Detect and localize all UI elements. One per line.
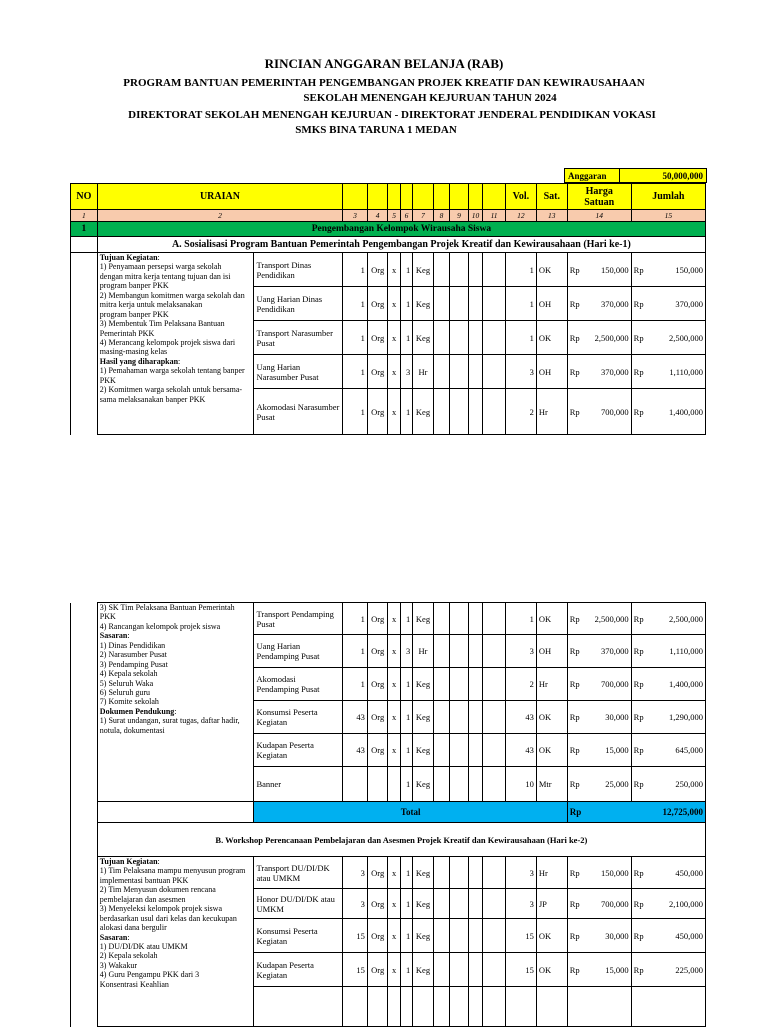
currency: Rp [569, 745, 580, 755]
col-index: 14 [567, 210, 631, 222]
unit-2: Keg [413, 321, 434, 355]
qty-1: 1 [343, 253, 368, 287]
jumlah: 1,400,000 [669, 679, 703, 689]
description-line: 5) Seluruh Waka [99, 678, 154, 688]
currency: Rp [569, 779, 580, 789]
col-sat: Sat. [536, 184, 567, 210]
col-index: 12 [505, 210, 536, 222]
description-line: 2) Kepala sekolah [99, 951, 158, 961]
volume: 43 [505, 734, 536, 767]
description-line: 1) Pemahaman warga sekolah tentang banper PKK [99, 366, 245, 385]
col-index: 5 [388, 210, 400, 222]
unit-1: Org [367, 355, 388, 389]
description-line: 4) Guru Pengampu PKK dari 3 [99, 970, 200, 980]
jumlah: 150,000 [675, 264, 703, 275]
unit-1: Org [367, 635, 388, 668]
jumlah: 225,000 [675, 964, 703, 975]
satuan: JP [536, 889, 567, 919]
volume: 10 [505, 767, 536, 802]
item-name: Transport DU/DI/DK atau UMKM [254, 857, 343, 889]
doc-title: RINCIAN ANGGARAN BELANJA (RAB) [264, 56, 504, 71]
description-line: 3) SK Tim Pelaksana Bantuan Pemerintah PKK [99, 603, 235, 622]
total-row [71, 802, 706, 823]
times-mark [388, 767, 400, 802]
currency: Rp [569, 712, 580, 722]
description-heading: Sasaran: [99, 932, 130, 942]
times-mark: x [388, 701, 400, 734]
harga-satuan: 30,000 [605, 930, 629, 941]
satuan: OH [536, 355, 567, 389]
jumlah: 1,400,000 [669, 406, 703, 417]
unit-2: Keg [413, 389, 434, 435]
satuan: OK [536, 253, 567, 287]
section-no: 1 [71, 222, 98, 237]
currency: Rp [569, 264, 580, 275]
description-line: 2) Komitmen warga sekolah untuk bersama- sama melaksanakan banper PKK [99, 385, 243, 404]
col-index: 4 [367, 210, 388, 222]
times-mark: x [388, 603, 400, 635]
col-index: 2 [97, 210, 342, 222]
jumlah: 1,110,000 [669, 646, 703, 656]
total-currency: Rp [569, 807, 582, 817]
unit-2: Keg [413, 889, 434, 919]
qty-1: 3 [343, 857, 368, 889]
section-title: Pengembangan Kelompok Wirausaha Siswa [97, 222, 705, 237]
qty-2: 3 [400, 635, 412, 668]
qty-2: 1 [400, 287, 412, 321]
description-line: 4) Merancang kelompok projek siswa dari masing-masing kelas [99, 337, 236, 357]
satuan: OK [536, 701, 567, 734]
subsection-b-title: B. Workshop Perencanaan Pembelajaran dan Asesmen Projek Kreatif dan Kewirausahaan (Hari ke-2) [97, 823, 705, 857]
times-mark: x [388, 355, 400, 389]
times-mark: x [388, 889, 400, 919]
description-line: 3) Membentuk Tim Pelaksana Bantuan Pemerintah PKK [99, 319, 225, 338]
description-line: Konsentrasi Keahlian [99, 979, 169, 989]
item-name: Akomodasi Pendamping Pusat [254, 668, 343, 701]
description-line: 4) Kepala sekolah [99, 669, 158, 679]
volume: 3 [505, 857, 536, 889]
currency: Rp [633, 406, 644, 417]
times-mark: x [388, 668, 400, 701]
satuan: OK [536, 321, 567, 355]
rab-table-page2 [70, 602, 706, 1027]
volume: 1 [505, 287, 536, 321]
anggaran-box [564, 168, 707, 183]
harga-satuan: 700,000 [601, 898, 629, 909]
description-line: 6) Seluruh guru [99, 687, 151, 697]
currency: Rp [569, 406, 580, 417]
currency: Rp [633, 712, 644, 722]
col-harga: Harga Satuan [567, 184, 631, 210]
qty-1: 15 [343, 919, 368, 953]
unit-1: Org [367, 603, 388, 635]
col-index: 9 [450, 210, 469, 222]
col-index: 1 [71, 210, 98, 222]
times-mark: x [388, 253, 400, 287]
item-name: Akomodasi Narasumber Pusat [254, 389, 343, 435]
qty-2: 3 [400, 355, 412, 389]
unit-2: Keg [413, 603, 434, 635]
description-heading: Dokumen Pendukung: [99, 706, 177, 716]
volume: 2 [505, 389, 536, 435]
jumlah: 2,500,000 [669, 613, 703, 624]
col-index: 7 [413, 210, 434, 222]
currency: Rp [569, 646, 580, 656]
times-mark: x [388, 389, 400, 435]
item-name: Kudapan Peserta Kegiatan [254, 953, 343, 987]
jumlah: 450,000 [675, 867, 703, 878]
school-level-year: SEKOLAH MENENGAH KEJURUAN TAHUN 2024 [303, 92, 557, 104]
col-uraian: URAIAN [97, 184, 342, 210]
anggaran-label: Anggaran [565, 169, 620, 183]
currency: Rp [633, 298, 644, 309]
currency: Rp [633, 613, 644, 624]
times-mark: x [388, 287, 400, 321]
currency: Rp [633, 332, 644, 343]
qty-1 [343, 767, 368, 802]
item-name: Transport Narasumber Pusat [254, 321, 343, 355]
unit-1: Org [367, 701, 388, 734]
description-line: program banper PKK [99, 309, 169, 319]
unit-2: Keg [413, 701, 434, 734]
item-row [71, 857, 706, 889]
harga-satuan: 370,000 [601, 298, 629, 309]
qty-1: 3 [343, 889, 368, 919]
satuan: OK [536, 734, 567, 767]
item-name: Banner [254, 767, 343, 802]
qty-2: 1 [400, 321, 412, 355]
qty-1: 1 [343, 668, 368, 701]
jumlah: 645,000 [675, 745, 703, 755]
description-heading: Sasaran: [99, 631, 130, 641]
qty-2: 1 [400, 953, 412, 987]
col-index: 10 [468, 210, 482, 222]
volume: 1 [505, 603, 536, 635]
item-name: Kudapan Peserta Kegiatan [254, 734, 343, 767]
unit-2: Keg [413, 287, 434, 321]
unit-2: Keg [413, 857, 434, 889]
section-row [71, 222, 706, 237]
volume: 3 [505, 635, 536, 668]
volume: 3 [505, 355, 536, 389]
description-line: 4) Rancangan kelompok projek siswa [99, 621, 221, 631]
program-title: PROGRAM BANTUAN PEMERINTAH PENGEMBANGAN PROJEK KREATIF DAN KEWIRAUSAHAAN [123, 77, 645, 89]
times-mark: x [388, 953, 400, 987]
harga-satuan: 15,000 [605, 964, 629, 975]
qty-2: 1 [400, 389, 412, 435]
description-block [97, 253, 254, 435]
volume: 2 [505, 668, 536, 701]
satuan: OK [536, 953, 567, 987]
currency: Rp [633, 646, 644, 656]
harga-satuan: 370,000 [601, 366, 629, 377]
unit-2: Keg [413, 953, 434, 987]
harga-satuan: 30,000 [605, 712, 629, 722]
unit-1: Org [367, 253, 388, 287]
description-line: 7) Komite sekolah [99, 697, 159, 707]
harga-satuan: 370,000 [601, 646, 629, 656]
jumlah: 370,000 [675, 298, 703, 309]
unit-1: Org [367, 287, 388, 321]
harga-satuan: 2,500,000 [594, 613, 629, 624]
item-name: Transport Dinas Pendidikan [254, 253, 343, 287]
unit-1 [367, 767, 388, 802]
times-mark: x [388, 919, 400, 953]
col-vol: Vol. [505, 184, 536, 210]
description-line: 3) Menyeleksi kelompok projek siswa berdasarkan usul dari kelas dan kecukupan alokasi dana bergulir [99, 904, 237, 933]
description-line: 2) Narasumber Pusat [99, 650, 167, 660]
unit-1: Org [367, 321, 388, 355]
column-index-row [71, 210, 706, 222]
currency: Rp [633, 898, 644, 909]
unit-1: Org [367, 389, 388, 435]
col-index: 15 [631, 210, 705, 222]
qty-1: 1 [343, 389, 368, 435]
qty-2: 1 [400, 701, 412, 734]
volume: 43 [505, 701, 536, 734]
satuan: Hr [536, 857, 567, 889]
unit-1: Org [367, 919, 388, 953]
qty-2: 1 [400, 919, 412, 953]
unit-1: Org [367, 857, 388, 889]
qty-2: 1 [400, 767, 412, 802]
unit-2: Keg [413, 919, 434, 953]
description-line: 3) Pendamping Pusat [99, 659, 168, 669]
currency: Rp [569, 332, 580, 343]
currency: Rp [633, 779, 644, 789]
currency: Rp [633, 679, 644, 689]
subsection-b-row [71, 823, 706, 857]
total-label: Total [254, 802, 567, 823]
description-line: dengan mitra kerja tentang tujuan dan isi program banper PKK [99, 271, 231, 291]
currency: Rp [569, 613, 580, 624]
subsection-a-row [71, 237, 706, 253]
currency: Rp [569, 867, 580, 878]
qty-1: 15 [343, 953, 368, 987]
item-name: Uang Harian Pendamping Pusat [254, 635, 343, 668]
item-name: Uang Harian Dinas Pendidikan [254, 287, 343, 321]
volume: 1 [505, 321, 536, 355]
volume: 15 [505, 919, 536, 953]
volume: 15 [505, 953, 536, 987]
unit-2: Hr [413, 635, 434, 668]
item-name: Transport Pendamping Pusat [254, 603, 343, 635]
jumlah: 1,290,000 [669, 712, 703, 722]
description-heading: Tujuan Kegiatan: [99, 253, 160, 262]
times-mark: x [388, 857, 400, 889]
satuan: OH [536, 287, 567, 321]
unit-1: Org [367, 953, 388, 987]
col-index: 6 [400, 210, 412, 222]
description-line: 2) Tim Menyusun dokumen rencana pembelajaran dan asesmen [99, 885, 216, 904]
harga-satuan: 700,000 [601, 406, 629, 417]
harga-satuan: 15,000 [605, 745, 629, 755]
description-block [97, 857, 254, 1027]
qty-2: 1 [400, 253, 412, 287]
item-row [71, 603, 706, 635]
currency: Rp [569, 298, 580, 309]
qty-1: 43 [343, 701, 368, 734]
jumlah: 1,110,000 [669, 366, 703, 377]
currency: Rp [633, 867, 644, 878]
currency: Rp [633, 964, 644, 975]
currency: Rp [633, 264, 644, 275]
satuan: Mtr [536, 767, 567, 802]
qty-1: 1 [343, 287, 368, 321]
harga-satuan: 150,000 [601, 867, 629, 878]
item-row [71, 253, 706, 287]
satuan: OK [536, 603, 567, 635]
total-value: 12,725,000 [662, 807, 703, 817]
currency: Rp [569, 679, 580, 689]
unit-2: Keg [413, 668, 434, 701]
currency: Rp [633, 745, 644, 755]
satuan: OH [536, 635, 567, 668]
jumlah: 2,500,000 [669, 332, 703, 343]
col-jumlah: Jumlah [631, 184, 705, 210]
col-no: NO [71, 184, 98, 210]
item-name: Honor DU/DI/DK atau UMKM [254, 889, 343, 919]
description-line: 3) Wakakur [99, 960, 137, 970]
col-index: 3 [343, 210, 368, 222]
harga-satuan: 2,500,000 [594, 332, 629, 343]
unit-2: Keg [413, 253, 434, 287]
times-mark: x [388, 734, 400, 767]
harga-satuan: 700,000 [601, 679, 629, 689]
volume: 1 [505, 253, 536, 287]
times-mark: x [388, 635, 400, 668]
currency: Rp [633, 930, 644, 941]
header-row [71, 184, 706, 210]
qty-2: 1 [400, 603, 412, 635]
unit-1: Org [367, 668, 388, 701]
qty-2: 1 [400, 889, 412, 919]
item-name: Konsumsi Peserta Kegiatan [254, 919, 343, 953]
jumlah: 450,000 [675, 930, 703, 941]
description-heading: Hasil yang diharapkan: [99, 356, 181, 366]
col-index: 13 [536, 210, 567, 222]
unit-1: Org [367, 889, 388, 919]
item-name: Konsumsi Peserta Kegiatan [254, 701, 343, 734]
currency: Rp [569, 366, 580, 377]
currency: Rp [569, 930, 580, 941]
qty-1: 1 [343, 603, 368, 635]
description-heading: Tujuan Kegiatan: [99, 857, 160, 866]
unit-2: Keg [413, 734, 434, 767]
unit-2: Hr [413, 355, 434, 389]
directorate: DIREKTORAT SEKOLAH MENENGAH KEJURUAN - DIREKTORAT JENDERAL PENDIDIKAN VOKASI [128, 109, 656, 121]
description-line: 1) DU/DI/DK atau UMKM [99, 941, 188, 951]
description-line: 1) Surat undangan, surat tugas, daftar hadir, notula, dokumentasi [99, 716, 240, 735]
anggaran-value: 50,000,000 [620, 169, 707, 183]
item-name: Uang Harian Narasumber Pusat [254, 355, 343, 389]
qty-2: 1 [400, 668, 412, 701]
currency: Rp [633, 366, 644, 377]
jumlah: 2,100,000 [669, 898, 703, 909]
volume: 3 [505, 889, 536, 919]
qty-2: 1 [400, 734, 412, 767]
description-line: 1) Penyamaan persepsi warga sekolah [99, 262, 222, 272]
col-index: 8 [433, 210, 449, 222]
satuan: Hr [536, 389, 567, 435]
qty-1: 1 [343, 635, 368, 668]
subsection-a-title: A. Sosialisasi Program Bantuan Pemerintah Pengembangan Projek Kreatif dan Kewirausahaan (Hari ke-1) [97, 237, 705, 253]
unit-1: Org [367, 734, 388, 767]
harga-satuan: 150,000 [601, 264, 629, 275]
description-block [97, 603, 254, 802]
school-name: SMKS BINA TARUNA 1 MEDAN [295, 124, 457, 136]
qty-2: 1 [400, 857, 412, 889]
satuan: OK [536, 919, 567, 953]
rab-table-page1 [70, 183, 706, 435]
col-index: 11 [483, 210, 506, 222]
description-line: 1) Dinas Pendidikan [99, 640, 166, 650]
unit-2: Keg [413, 767, 434, 802]
qty-1: 1 [343, 321, 368, 355]
qty-1: 1 [343, 355, 368, 389]
jumlah: 250,000 [675, 779, 703, 789]
times-mark: x [388, 321, 400, 355]
qty-1: 43 [343, 734, 368, 767]
description-line: 1) Tim Pelaksana mampu menyusun program implementasi bantuan PKK [99, 866, 246, 885]
currency: Rp [569, 964, 580, 975]
satuan: Hr [536, 668, 567, 701]
description-line: 2) Membangun komitmen warga sekolah dan mitra kerja untuk melaksanakan [99, 290, 245, 310]
currency: Rp [569, 898, 580, 909]
harga-satuan: 25,000 [605, 779, 629, 789]
